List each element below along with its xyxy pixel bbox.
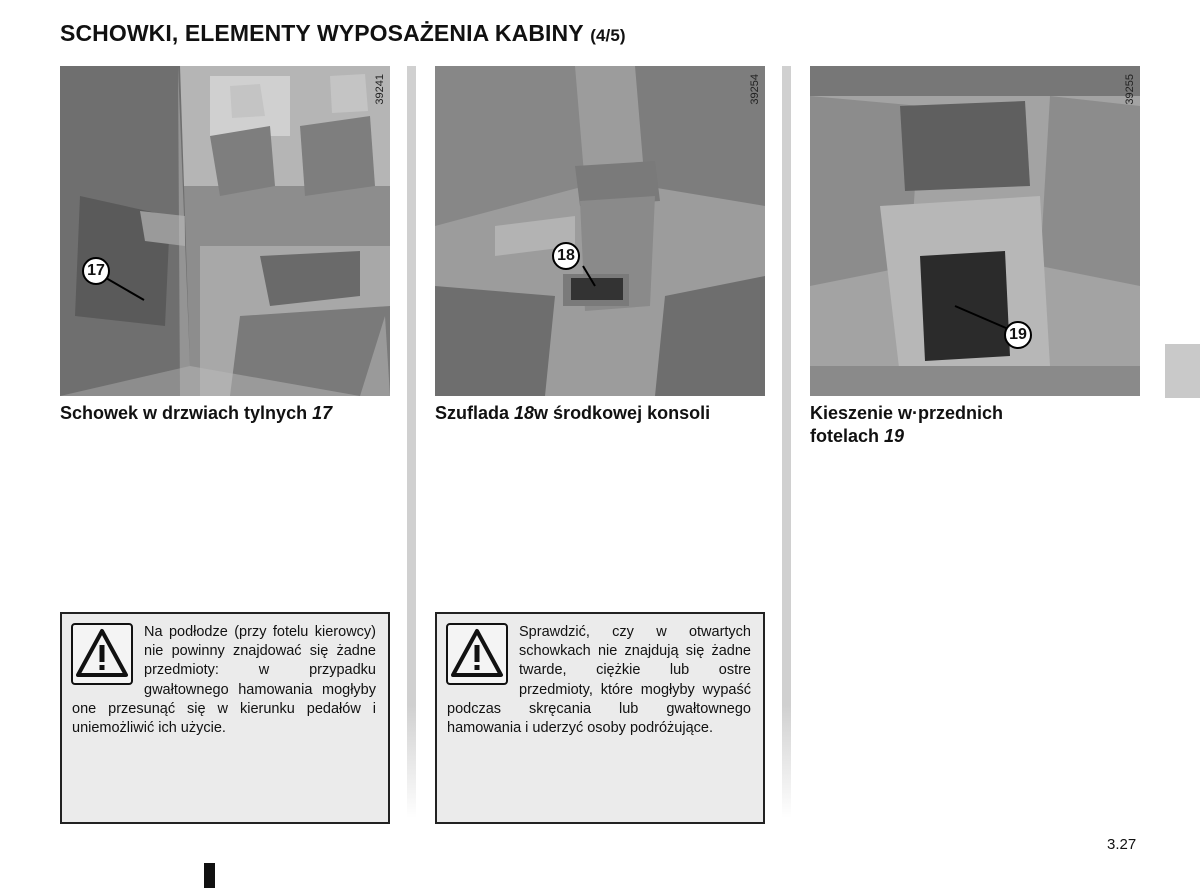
caption-text: Szuflada xyxy=(435,403,515,423)
callout-19: 19 xyxy=(1004,321,1032,349)
image-reference-number: 39254 xyxy=(749,74,761,105)
column-divider xyxy=(407,66,416,818)
photo-seat-back-pocket xyxy=(810,66,1140,396)
image-reference-number: 39255 xyxy=(1124,74,1136,105)
caption-text-suffix: w środkowej konsoli xyxy=(534,403,711,423)
callout-leader-19 xyxy=(810,66,1140,396)
photo-center-console-drawer xyxy=(435,66,765,396)
warning-text: Sprawdzić, czy w otwartych schowkach nie znajdują się żadne twarde, ciężkie lub ostre przedmioty, które mogłyby wypaść podczas skręcania lub gwałtownego hamowania i uderzyć osoby podróżujące. xyxy=(447,624,751,737)
column-divider xyxy=(782,66,791,818)
caption-number: 17 xyxy=(312,403,333,423)
caption-seat-back-pocket xyxy=(810,402,1140,448)
page-title-suffix: (4/5) xyxy=(590,26,626,45)
callout-18: 18 xyxy=(552,242,580,270)
caption-line-2 xyxy=(810,425,1140,448)
callout-leader-17 xyxy=(60,66,390,396)
crop-mark xyxy=(204,863,215,888)
section-tab-marker xyxy=(1165,344,1200,398)
caption-center-console-drawer xyxy=(435,402,780,425)
photo-rear-door-storage xyxy=(60,66,390,396)
page-title-text: SCHOWKI, ELEMENTY WYPOSAŻENIA KABINY xyxy=(60,20,584,46)
callout-17: 17 xyxy=(82,257,110,285)
caption-text: Schowek w drzwiach tylnych xyxy=(60,403,313,423)
caption-number: 19 xyxy=(884,426,905,446)
warning-box-open-storage xyxy=(435,612,765,824)
warning-box-floor-objects xyxy=(60,612,390,824)
page-number: 3.27 xyxy=(1107,836,1137,853)
caption-text: fotelach xyxy=(810,426,885,446)
image-reference-number: 39241 xyxy=(374,74,386,105)
caption-rear-door-storage xyxy=(60,402,400,425)
page-title xyxy=(60,20,626,47)
callout-leader-18 xyxy=(435,66,765,396)
caption-number: 18 xyxy=(514,403,535,423)
caption-line-1: Kieszenie w·przednich xyxy=(810,403,1004,423)
warning-text: Na podłodze (przy fotelu kierowcy) nie powinny znajdować się żadne przedmioty: w przypadku gwałtownego hamowania mogłyby one przesunąć się w kierunku pedałów i uniemożliwić ich użycie. xyxy=(72,624,376,737)
